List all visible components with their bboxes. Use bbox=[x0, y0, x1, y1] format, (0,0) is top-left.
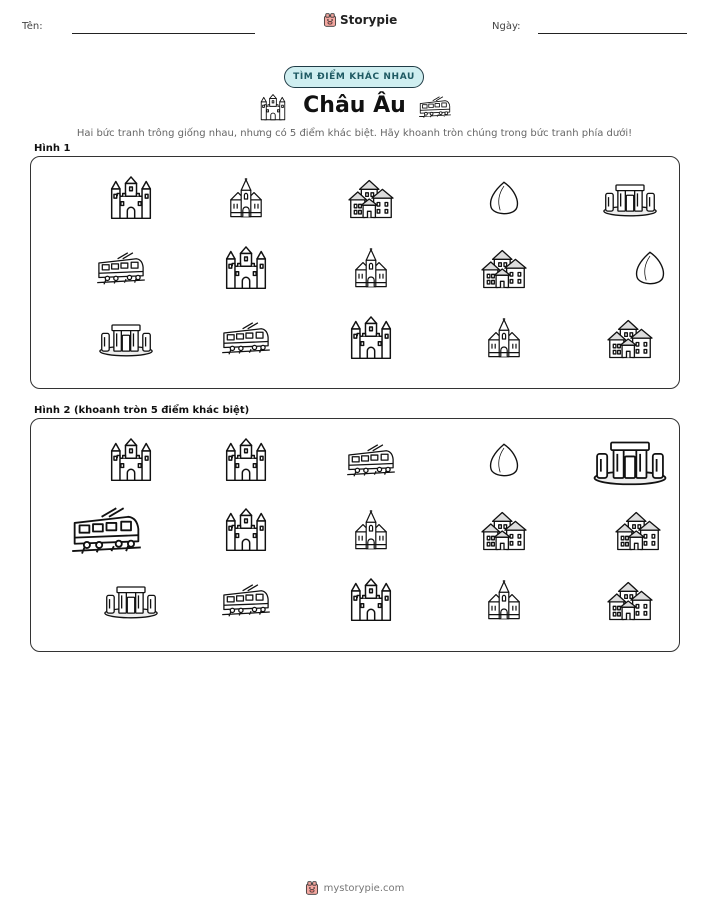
pig-logo-icon bbox=[305, 881, 319, 895]
castle-icon[interactable] bbox=[348, 578, 394, 624]
pig-logo-icon bbox=[323, 13, 337, 27]
village-icon[interactable] bbox=[481, 509, 527, 553]
church-icon[interactable] bbox=[484, 316, 524, 362]
village-icon[interactable] bbox=[607, 317, 653, 361]
badge-text: TÌM ĐIỂM KHÁC NHAU bbox=[293, 72, 415, 82]
title-row bbox=[0, 90, 709, 124]
church-icon[interactable] bbox=[226, 176, 266, 222]
tram-icon[interactable] bbox=[345, 444, 397, 478]
tram-icon[interactable] bbox=[95, 252, 147, 286]
village-icon[interactable] bbox=[615, 509, 661, 553]
almond-icon[interactable] bbox=[631, 247, 669, 291]
stonehenge-icon[interactable] bbox=[602, 180, 658, 218]
worksheet-badge bbox=[284, 66, 424, 88]
church-icon[interactable] bbox=[351, 508, 391, 554]
footer bbox=[0, 881, 709, 895]
tram-icon[interactable] bbox=[220, 584, 272, 618]
village-icon[interactable] bbox=[348, 177, 394, 221]
footer-site[interactable]: mystorypie.com bbox=[323, 882, 405, 894]
figure1-panel[interactable] bbox=[30, 156, 680, 389]
storypie-logo bbox=[323, 13, 397, 27]
castle-icon[interactable] bbox=[108, 176, 154, 222]
figure2-panel[interactable] bbox=[30, 418, 680, 652]
tram-icon[interactable] bbox=[69, 507, 144, 556]
castle-icon[interactable] bbox=[223, 438, 269, 484]
church-icon[interactable] bbox=[351, 246, 391, 292]
stonehenge-icon[interactable] bbox=[98, 320, 154, 358]
date-label: Ngày: bbox=[492, 21, 521, 32]
date-line[interactable] bbox=[538, 33, 687, 34]
castle-icon[interactable] bbox=[348, 316, 394, 362]
castle-icon[interactable] bbox=[108, 438, 154, 484]
tram-icon bbox=[418, 96, 452, 119]
church-icon[interactable] bbox=[484, 578, 524, 624]
village-icon[interactable] bbox=[607, 579, 653, 623]
figure1-label: Hình 1 bbox=[34, 143, 71, 154]
stonehenge-icon[interactable] bbox=[592, 436, 668, 487]
castle-icon[interactable] bbox=[223, 508, 269, 554]
almond-icon[interactable] bbox=[485, 177, 523, 221]
castle-icon[interactable] bbox=[223, 246, 269, 292]
instructions: Hai bức tranh trông giống nhau, nhưng có 5 điểm khác biệt. Hãy khoanh tròn chúng trong bức tranh phía dưới! bbox=[76, 128, 633, 139]
figure2-label: Hình 2 (khoanh tròn 5 điểm khác biệt) bbox=[34, 405, 250, 416]
name-line[interactable] bbox=[72, 33, 255, 34]
village-icon[interactable] bbox=[481, 247, 527, 291]
stonehenge-icon[interactable] bbox=[103, 582, 159, 620]
name-label: Tên: bbox=[22, 21, 43, 32]
logo-text: Storypie bbox=[340, 13, 398, 27]
page-title: Châu Âu bbox=[303, 93, 406, 118]
tram-icon[interactable] bbox=[220, 322, 272, 356]
almond-icon[interactable] bbox=[485, 439, 523, 483]
